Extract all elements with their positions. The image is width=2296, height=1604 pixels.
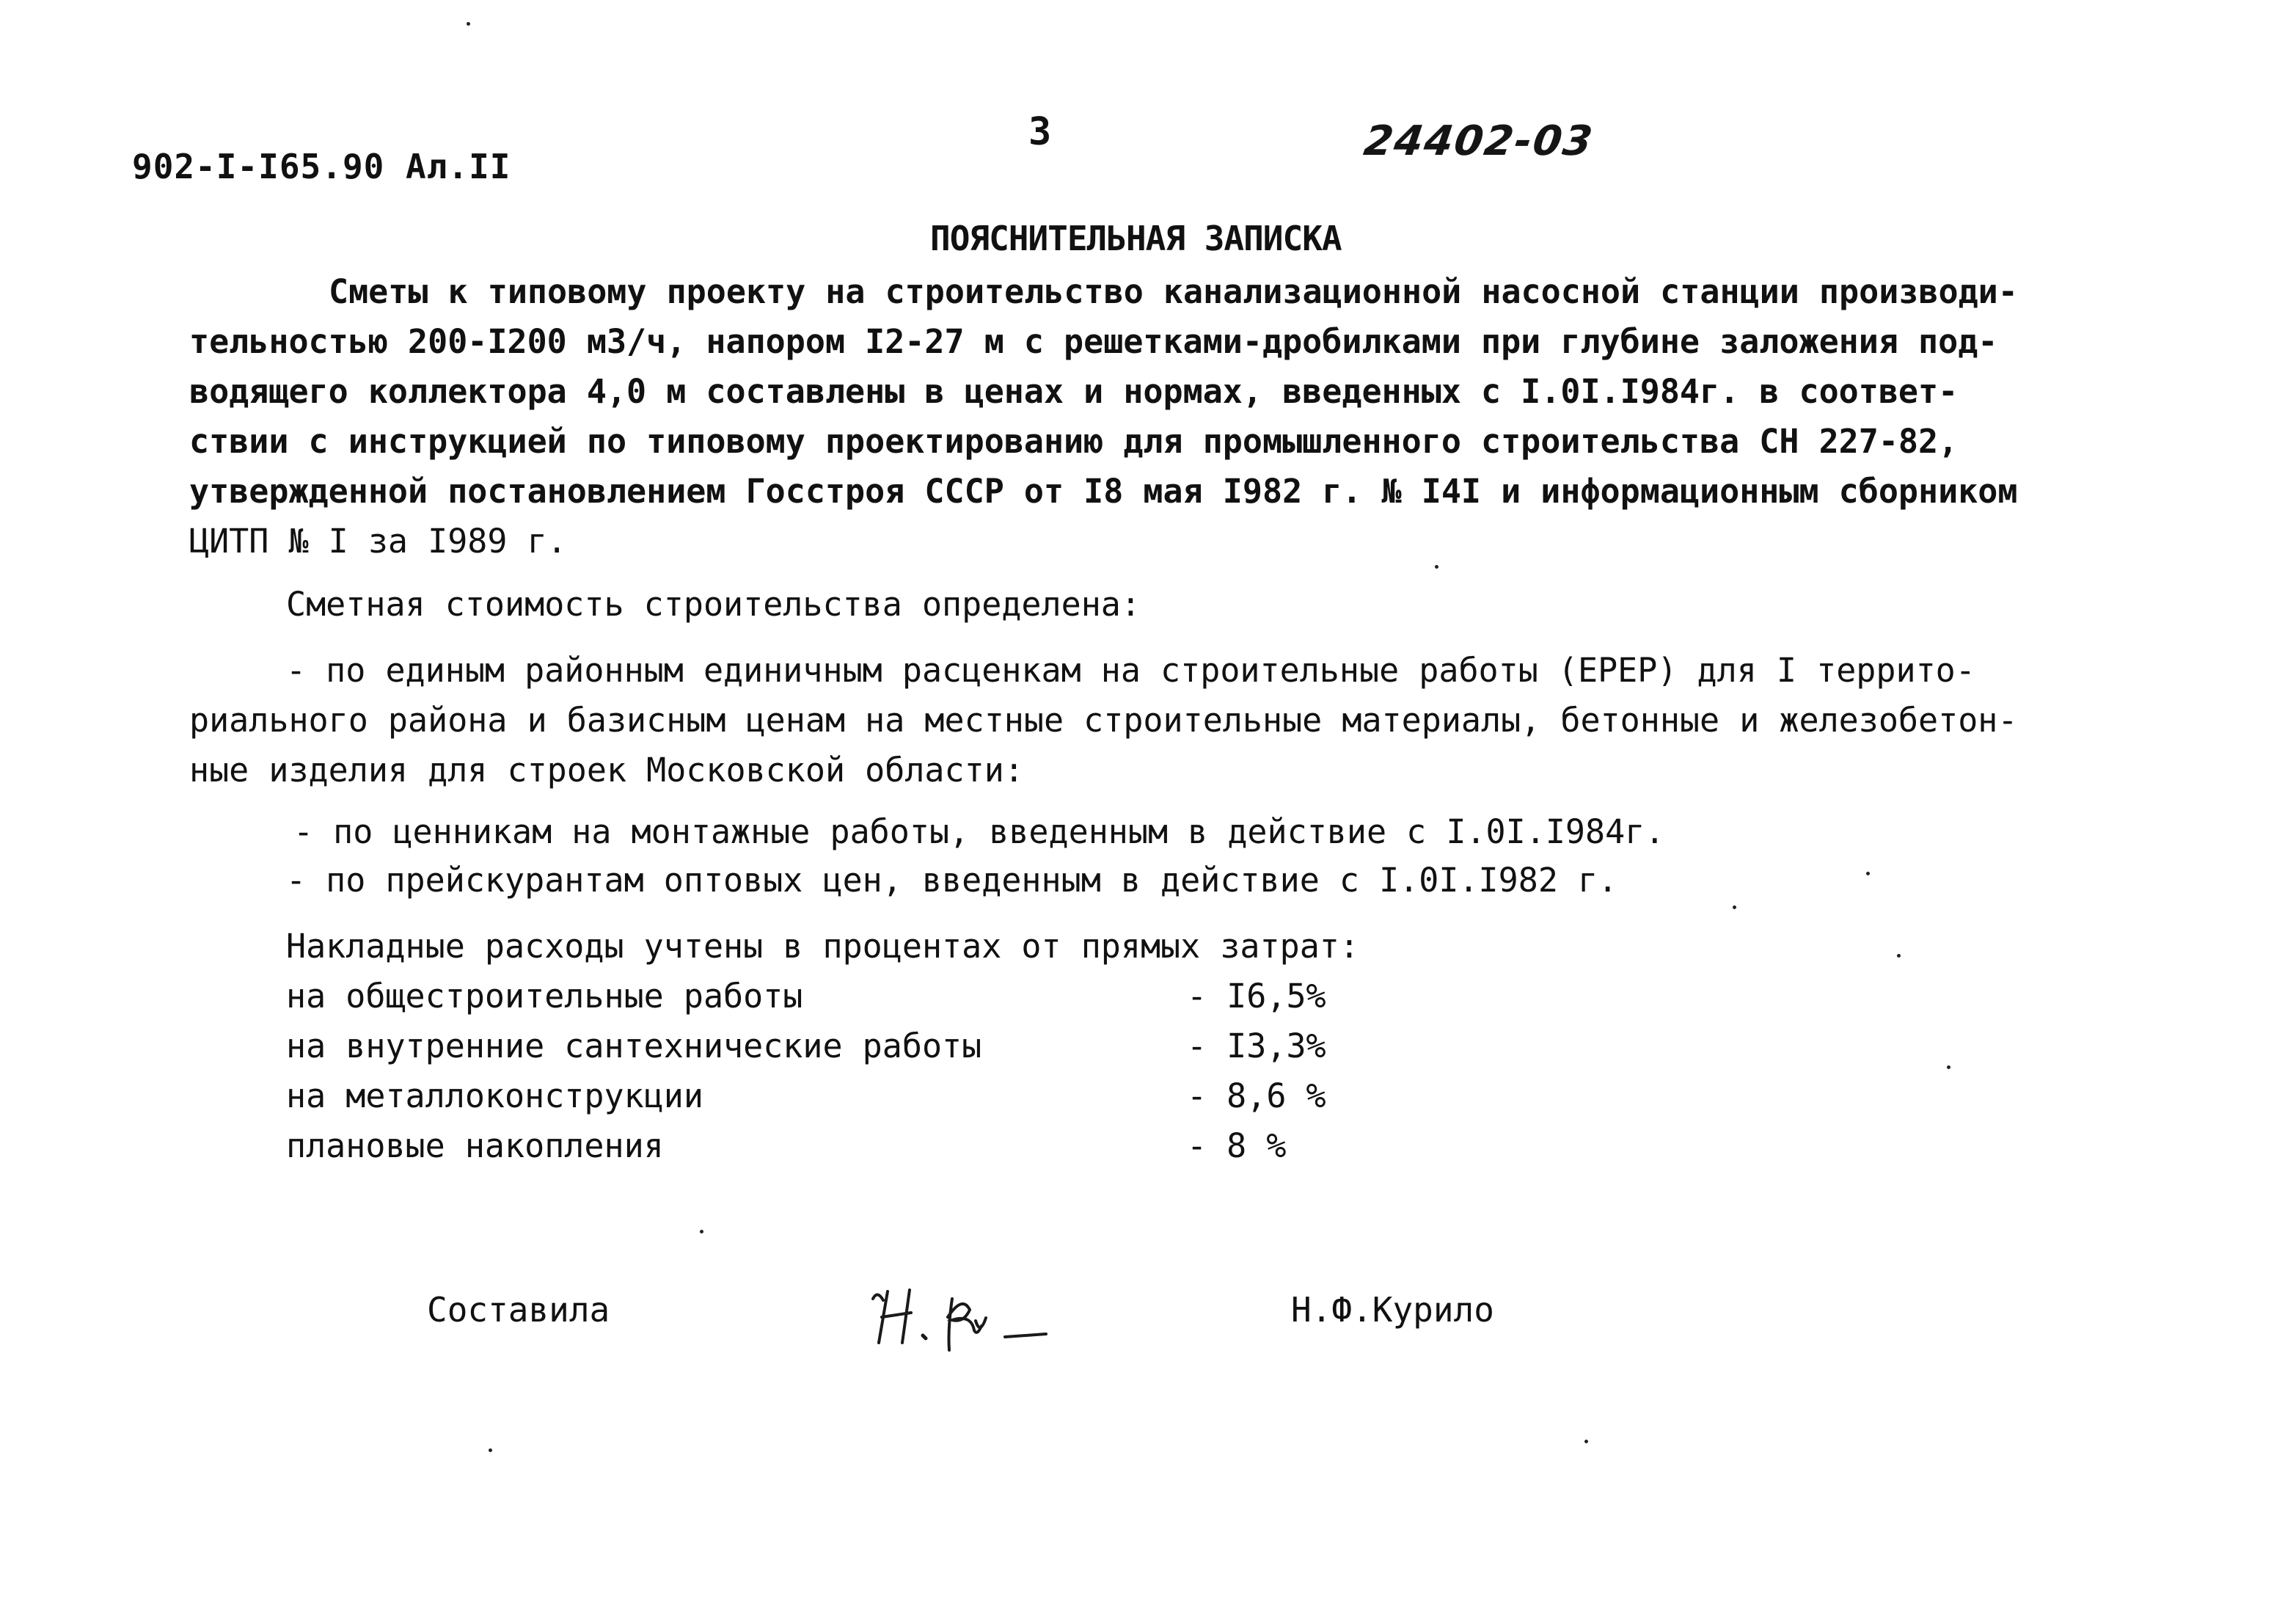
bullet-erer	[189, 646, 2018, 795]
page-number: 3	[1028, 110, 1052, 154]
scan-speck	[489, 1448, 492, 1452]
overhead-heading: Накладные расходы учтены в процентах от прямых затрат:	[286, 927, 1359, 966]
overhead-label: на общестроительные работы	[286, 977, 803, 1016]
intro-line: водящего коллектора 4,0 м составлены в ценах и нормах, введенных с I.0I.I984г. в соответ-	[189, 372, 1959, 411]
overhead-value: - I3,3%	[1187, 1027, 1326, 1065]
scan-speck	[1435, 565, 1438, 569]
overhead-row	[286, 1071, 1359, 1121]
archive-number: 24402-03	[1361, 117, 1597, 165]
overhead-row	[286, 971, 1359, 1021]
overhead-label: на внутренние сантехнические работы	[286, 1027, 982, 1065]
signature	[866, 1277, 1071, 1365]
overhead-label: плановые накопления	[286, 1126, 664, 1165]
bullet-line: ные изделия для строек Московской области:	[189, 751, 1024, 790]
intro-line: утвержденной постановлением Госстроя СССР от I8 мая I982 г. № I4I и информационным сборником	[189, 472, 2018, 511]
intro-line: тельностью 200-I200 м3/ч, напором I2-27 м с решетками-дробилками при глубине заложения под-	[189, 322, 1998, 361]
scan-speck	[700, 1230, 703, 1233]
bullet-price-lists: - по прейскурантам оптовых цен, введенным в действие с I.0I.I982 г.	[286, 861, 1618, 900]
intro-line: ЦИТП № I за I989 г.	[189, 522, 567, 561]
compiler-name: Н.Ф.Курило	[1291, 1290, 1494, 1330]
overhead-label: на металлоконструкции	[286, 1076, 703, 1115]
cost-heading: Сметная стоимость строительства определена:	[286, 585, 1141, 624]
bullet-line: риального района и базисным ценам на местные строительные материалы, бетонные и железобетон-	[189, 701, 2018, 740]
scan-speck	[1733, 905, 1736, 909]
scan-speck	[1947, 1065, 1950, 1069]
scan-speck	[1866, 872, 1870, 875]
page-title: ПОЯСНИТЕЛЬНАЯ ЗАПИСКА	[930, 219, 1342, 258]
document-code: 902-I-I65.90 Ал.II	[132, 147, 511, 186]
compiled-by-label: Составила	[427, 1290, 610, 1330]
overhead-value: - 8,6 %	[1187, 1076, 1326, 1115]
intro-paragraph	[189, 267, 2018, 566]
overhead-block	[286, 922, 1359, 1171]
bullet-line: - по единым районным единичным расценкам на строительные работы (ЕРЕР) для I террито-	[286, 651, 1975, 690]
intro-line: Сметы к типовому проекту на строительство канализационной насосной станции производи-	[329, 272, 2018, 311]
overhead-row	[286, 1021, 1359, 1071]
scan-speck	[1897, 954, 1901, 958]
overhead-value: - I6,5%	[1187, 977, 1326, 1016]
bullet-montage: - по ценникам на монтажные работы, введенным в действие с I.0I.I984г.	[293, 812, 1665, 851]
scan-speck	[467, 22, 470, 26]
intro-line: ствии с инструкцией по типовому проектированию для промышленного строительства СН 227-82,	[189, 422, 1959, 461]
scan-speck	[1584, 1440, 1588, 1443]
overhead-value: - 8 %	[1187, 1126, 1287, 1165]
overhead-row	[286, 1121, 1359, 1171]
